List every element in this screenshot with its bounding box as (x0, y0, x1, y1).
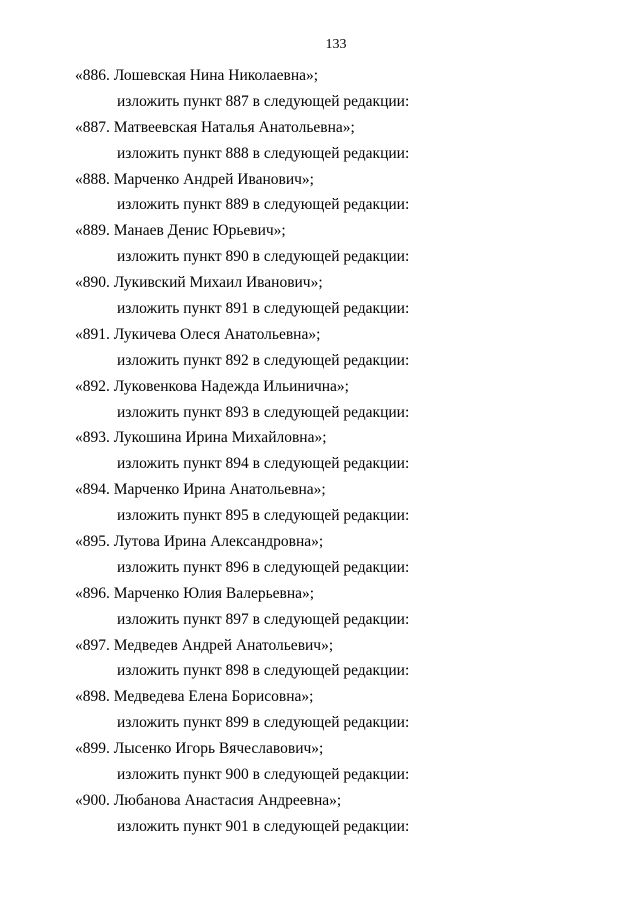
entry-line: «891. Лукичева Олеся Анатольевна»; (75, 325, 321, 343)
instruction-line: изложить пункт 888 в следующей редакции: (117, 144, 410, 162)
document-body (0, 63, 640, 840)
instruction-line: изложить пункт 892 в следующей редакции: (117, 351, 410, 369)
instruction-line: изложить пункт 887 в следующей редакции: (117, 92, 410, 110)
instruction-line: изложить пункт 890 в следующей редакции: (117, 248, 410, 266)
instruction-line: изложить пункт 901 в следующей редакции: (117, 817, 410, 835)
page-number: 133 (325, 37, 347, 52)
instruction-line: изложить пункт 891 в следующей редакции: (117, 300, 410, 318)
entry-line: «895. Лутова Ирина Александровна»; (75, 533, 324, 551)
entry-line: «897. Медведев Андрей Анатольевич»; (75, 636, 334, 654)
entry-line: «898. Медведева Елена Борисовна»; (75, 688, 314, 706)
entry-line: «893. Лукошина Ирина Михайловна»; (75, 429, 327, 447)
entry-line: «890. Лукивский Михаил Иванович»; (75, 274, 323, 292)
entry-line: «900. Любанова Анастасия Андреевна»; (75, 791, 342, 809)
instruction-line: изложить пункт 899 в следующей редакции: (117, 714, 410, 732)
entry-line: «892. Луковенкова Надежда Ильинична»; (75, 377, 349, 395)
entry-line: «896. Марченко Юлия Валерьевна»; (75, 584, 315, 602)
entry-line: «894. Марченко Ирина Анатольевна»; (75, 481, 326, 499)
instruction-line: изложить пункт 895 в следующей редакции: (117, 507, 410, 525)
instruction-line: изложить пункт 900 в следующей редакции: (117, 766, 410, 784)
entry-line: «886. Лошевская Нина Николаевна»; (75, 67, 319, 84)
instruction-line: изложить пункт 893 в следующей редакции: (117, 403, 410, 421)
instruction-line: изложить пункт 897 в следующей редакции: (117, 610, 410, 628)
entry-line: «887. Матвеевская Наталья Анатольевна»; (75, 118, 355, 136)
instruction-line: изложить пункт 894 в следующей редакции: (117, 455, 410, 473)
instruction-line: изложить пункт 898 в следующей редакции: (117, 662, 410, 680)
entry-line: «888. Марченко Андрей Иванович»; (75, 170, 314, 188)
entry-line: «899. Лысенко Игорь Вячеславович»; (75, 740, 324, 758)
instruction-line: изложить пункт 896 в следующей редакции: (117, 558, 410, 576)
entry-line: «889. Манаев Денис Юрьевич»; (75, 222, 286, 240)
instruction-line: изложить пункт 889 в следующей редакции: (117, 196, 410, 214)
